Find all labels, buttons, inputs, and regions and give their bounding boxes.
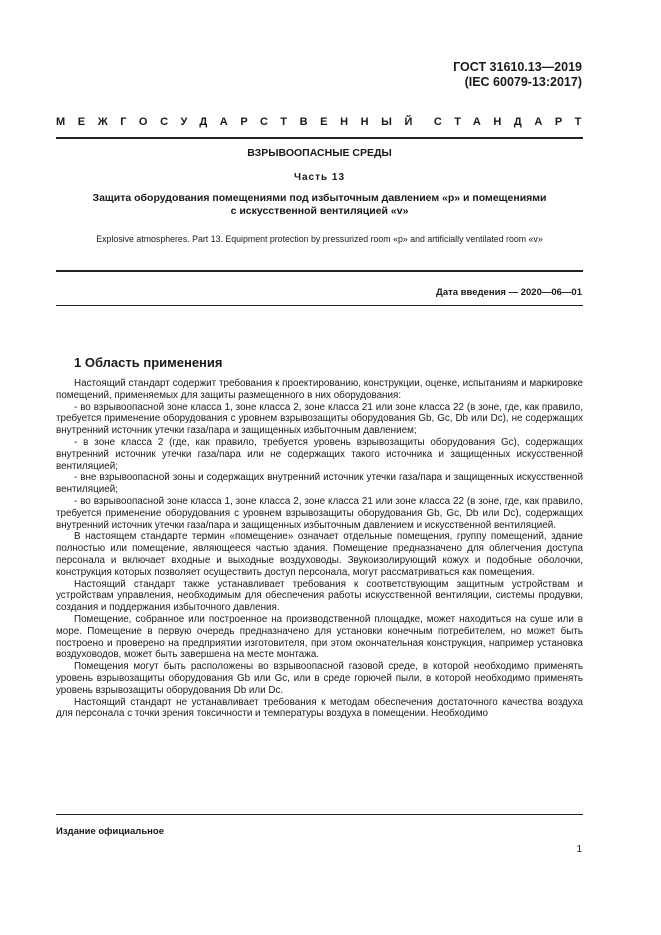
paragraph: - во взрывоопасной зоне класса 1, зоне класса 2, зоне класса 21 или зоне класса 22 (в зоне, где, как правило, требуется применение оборудования с уровнем взрывозащиты оборудования Gb, Gc, Db или Dc), не содержащих внутренний источник утечки газа/пара и защищенных избыточным давлением; [56, 401, 583, 437]
gost-number: ГОСТ 31610.13—2019 [453, 60, 582, 74]
document-title: ВЗРЫВООПАСНЫЕ СРЕДЫ [247, 147, 392, 159]
standard-designation [453, 60, 582, 90]
page-number: 1 [576, 844, 582, 855]
paragraph: Настоящий стандарт не устанавливает требования к методам обеспечения достаточного качества воздуха для персонала с точки зрения токсичности и температуры воздуха в помещении. Необходимо [56, 696, 583, 720]
banner-word-standard: СТАНДАРТ [433, 116, 594, 128]
paragraph: Настоящий стандарт содержит требования к проектированию, конструкции, оценке, испытаниям и маркировке помещений, применяемых для защиты размещенного в них оборудования: [56, 378, 583, 401]
paragraph: Помещение, собранное или построенное на производственной площадке, может находиться на суше или в море. Помещение в первую очередь предназначено для установки конечным потребителем, но может быть построено и проверено на предприятии изготовителя, при этом окончательная конструкция, например установка воздуховодов, может быть завершена на месте монтажа. [56, 613, 583, 661]
paragraph: - во взрывоопасной зоне класса 1, зоне класса 2, зоне класса 21 или зоне класса 22 (в зоне, где, как правило, требуется применение оборудования с уровнем взрывозащиты оборудования Gb, Gc, Db или Dc), содержащих внутренний источник утечки газа/пара и защищенных избыточным давлением и искусственной вентиляцией. [56, 495, 583, 531]
official-edition-label: Издание официальное [56, 826, 164, 837]
paragraph: Помещения могут быть расположены во взрывоопасной газовой среде, в которой необходимо применять уровень взрывозащиты оборудования Gb или Gc, или в среде горючей пыли, в которой необходимо применять уровень взрывозащиты оборудования Db или Dc. [56, 661, 583, 696]
top-divider [56, 137, 583, 139]
title-bottom-divider [56, 270, 583, 272]
section-heading: 1 Область применения [74, 355, 223, 370]
banner-word-interstate: МЕЖГОСУДАРСТВЕННЫЙ [56, 116, 426, 128]
paragraph: - вне взрывоопасной зоны и содержащих внутренний источник утечки газа/пара и защищенных искусственной вентиляцией; [56, 472, 583, 496]
document-part: Часть 13 [293, 172, 346, 183]
document-subtitle [56, 192, 583, 218]
paragraph: - в зоне класса 2 (где, как правило, требуется уровень взрывозащиты оборудования Gc), содержащих внутренний источник утечки газа/пара или не содержащих такого источника и защищенных искусственной вентиляцией; [56, 436, 583, 472]
effective-date: Дата введения — 2020—06—01 [436, 287, 582, 298]
english-title: Explosive atmospheres. Part 13. Equipment protection by pressurized room «р» and artificially ventilated room «v» [96, 234, 543, 244]
subtitle-line-2: с искусственной вентиляцией «v» [230, 205, 409, 217]
paragraph: В настоящем стандарте термин «помещение» означает отдельные помещения, группу помещений, здание полностью или помещение, являющееся частью здания. Помещение предназначено для облегчения доступа персонала и включает входные и выходные воздуховоды. Звукоизолирующий кожух и подобные оболочки, конструкция которых позволяет осуществить доступ персонала, могут рассматриваться как помещения. [56, 531, 583, 578]
section-body [56, 378, 583, 720]
footer-divider [56, 814, 583, 815]
paragraph: Настоящий стандарт также устанавливает требования к соответствующим защитным устройствам и устройствам управления, необходимым для обеспечения работы искусственной вентиляции, системы продувки, создания и поддержания избыточного давления. [56, 578, 583, 614]
iec-number: (IEC 60079-13:2017) [464, 75, 582, 89]
date-divider [56, 305, 583, 306]
subtitle-line-1: Защита оборудования помещениями под избыточным давлением «р» и помещениями [92, 192, 547, 204]
standard-type-banner [56, 116, 594, 130]
